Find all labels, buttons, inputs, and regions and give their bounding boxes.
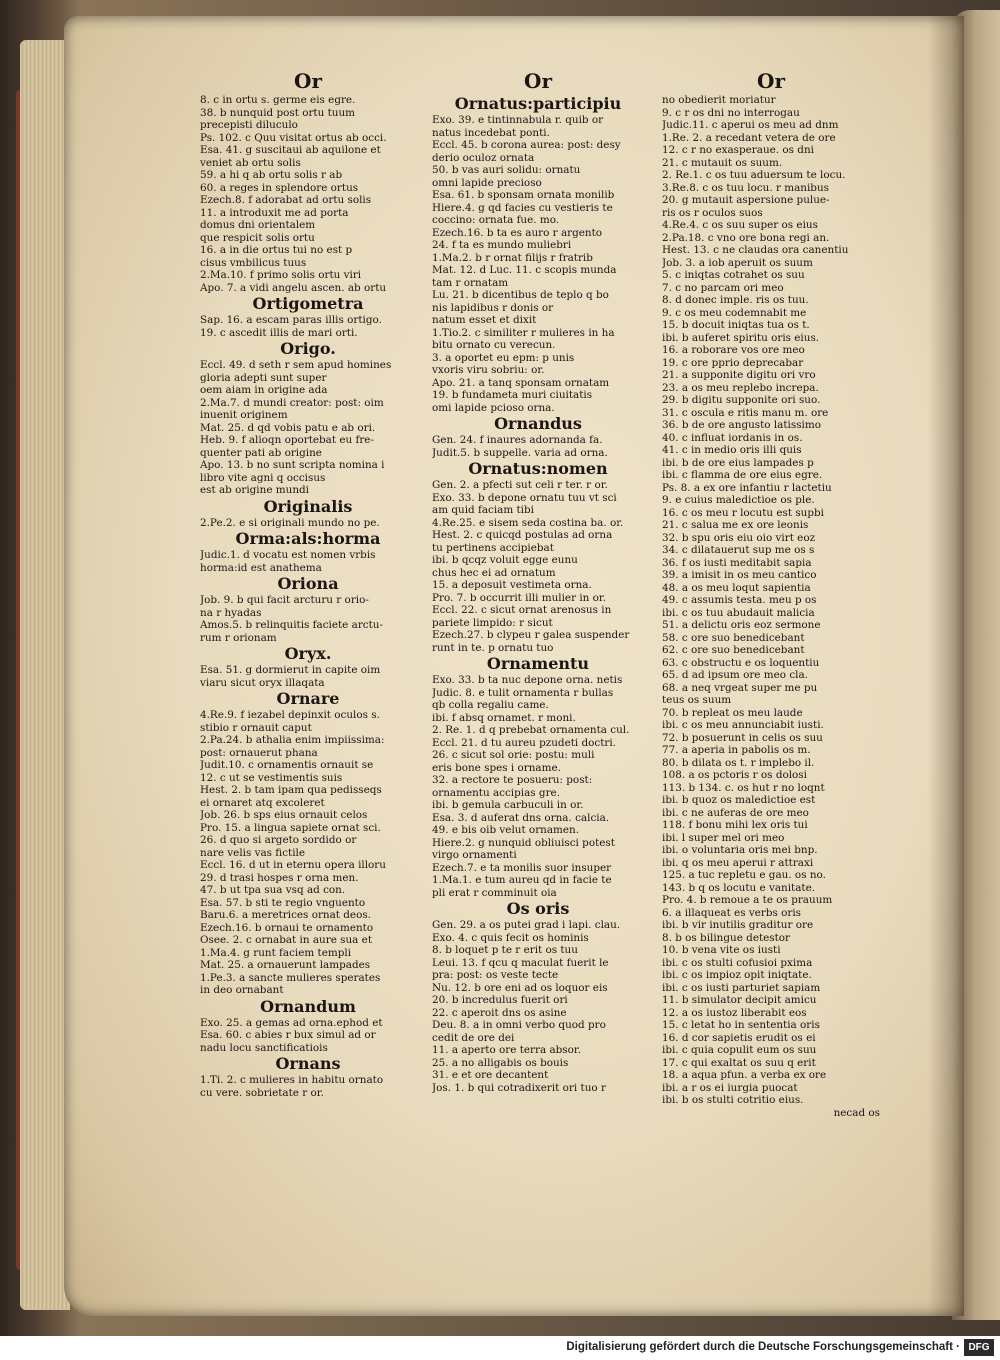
concordance-line: Pro. 7. b occurrit illi mulier in or. [432,591,607,604]
concordance-line: 16. a in die ortus tui no est p [200,244,353,256]
concordance-line: tam r ornatam [432,276,509,289]
concordance-line: domus dni orientalem [200,219,316,231]
concordance-line: 12. c r no exasperaue. os dni [662,144,814,156]
concordance-line: 34. c dilatauerut sup me os s [662,544,815,556]
concordance-line: 49. c assumis testa. meu p os [662,594,817,606]
concordance-line: Hiere.2. g nunquid obliuisci potest [432,836,615,849]
concordance-line: Exo. 25. a gemas ad orna.ephod et [200,1016,383,1029]
concordance-line: bitu ornato cu verecun. [432,339,556,351]
concordance-line: 4.Re.9. f iezabel depinxit oculos s. [200,709,380,721]
concordance-line: 2.Ma.7. d mundi creator: post: oim [200,396,384,409]
concordance-line: 19. c ore pprio deprecabar [662,356,804,369]
concordance-line: inuenit originem [200,409,288,421]
concordance-line: que respicit solis ortu [200,231,315,244]
concordance-line: ibi. b vir inutilis graditur ore [662,919,814,931]
concordance-line: virgo ornamenti [432,849,517,861]
concordance-line: ibi. c os stulti cofusioi pxima [662,956,813,969]
running-head: Or [524,69,552,93]
concordance-line: Judic.1. d vocatu est nomen vrbis [200,549,376,561]
concordance-line: ibi. l super mel ori meo [662,831,785,844]
concordance-line: ibi. b auferet spiritu oris eius. [662,331,820,344]
concordance-line: runt in te. p ornatu tuo [432,641,554,654]
concordance-line: Osee. 2. c ornabat in aure sua et [200,934,372,946]
concordance-line: horma:id est anathema [200,561,322,574]
concordance-line: 118. f bonu mihi lex oris tui [662,819,808,831]
concordance-line: 1.Tio.2. c similiter r mulieres in ha [432,326,615,339]
concordance-line: Exo. 39. e tintinnabula r. quib or [432,114,604,126]
concordance-line: Leui. 13. f qcu q maculat fuerit le [432,956,609,969]
concordance-line: 2.Pa.24. b athalia enim impiissima: [200,734,385,746]
concordance-line: Apo. 21. a tanq sponsam ornatam [432,376,610,389]
concordance-line: Baru.6. a meretrices ornat deos. [200,909,371,921]
concordance-line: Apo. 13. b no sunt scripta nomina i [200,459,385,471]
entry-heading: Orma:als:horma [235,529,381,548]
concordance-line: ibi. a r os ei iurgia puocat [662,1081,798,1094]
concordance-line: 2. Re. 1. d q prebebat ornamenta cul. [432,724,630,736]
concordance-line: Mat. 12. d Luc. 11. c scopis munda [432,264,617,276]
concordance-line: ibi. b gemula carbuculi in or. [432,799,584,811]
concordance-line: na r hyadas [200,606,262,619]
concordance-line: Esa. 3. d auferat dns orna. calcia. [432,811,610,824]
concordance-line: 19. b fundameta muri ciuitatis [432,389,593,401]
concordance-line: 113. b 134. c. os hut r no loqnt [662,781,825,794]
running-head: Or [294,69,322,93]
concordance-line: derio oculoz ornata [432,151,535,164]
concordance-line: Job. 9. b qui facit arcturu r orio- [200,594,369,606]
concordance-line: precepisti diluculo [200,119,298,131]
concordance-line: Ezech.7. e ta monilis suor insuper [432,861,612,874]
concordance-line: Esa. 61. b sponsam ornata monilib [432,189,615,201]
concordance-line: 31. e et ore decantent [432,1069,549,1081]
concordance-line: Job. 3. a iob aperuit os suum [662,256,813,269]
concordance-line: Sap. 16. a escam paras illis ortigo. [200,314,382,326]
concordance-line: 58. c ore suo benedicebant [662,631,805,644]
concordance-line: 5. c iniqtas cotrahet os suu [662,269,805,281]
entry-heading: Ornare [276,689,340,708]
concordance-line: Ps. 102. c Quu visitat ortus ab occi. [200,131,387,144]
concordance-line: ibi. c os tuu abudauit malicia [662,606,815,619]
concordance-line: vxoris viru sobriu: or. [432,364,545,376]
concordance-line: in deo ornabant [200,984,284,996]
concordance-line: ibi. f absq ornamet. r moni. [432,711,576,724]
concordance-line: 12. a os iustoz liberabit eos [662,1006,807,1019]
concordance-line: 108. a os pctoris r os dolosi [662,769,807,781]
concordance-line: 11. b simulator decipit amicu [662,994,817,1006]
concordance-line: Esa. 60. c abies r bux simul ad or [200,1029,376,1041]
concordance-line: Hest. 2. b tam ipam qua pedisseqs [200,784,382,796]
concordance-line: 32. b spu oris eiu oio virt eoz [662,531,816,544]
concordance-line: Mat. 25. a ornauerunt lampades [200,959,371,971]
concordance-line: 8. b os bilingue detestor [662,931,791,944]
concordance-line: ibi. b quoz os maledictioe est [662,794,816,806]
concordance-line: 3.Re.8. c os tuu locu. r manibus [662,181,829,194]
entry-heading: Ornatus:nomen [468,459,608,478]
concordance-line: 80. b dilata os t. r implebo il. [662,756,815,769]
concordance-line: 8. b loquet p te r erit os tuu [432,944,578,956]
concordance-line: ibi. b qcqz voluit egge eunu [432,554,578,566]
concordance-line: Mat. 25. d qd vobis patu e ab ori. [200,421,376,434]
concordance-line: 11. a aperto ore terra absor. [432,1044,582,1056]
concordance-line: est ab origine mundi [200,484,309,496]
concordance-line: Hest. 13. c ne claudas ora canentiu [662,244,849,256]
concordance-line: 49. e bis oib velut ornamen. [432,824,580,836]
concordance-line: Amos.5. b relinquitis faciete arctu- [200,619,383,631]
concordance-line: 36. b de ore angusto latissimo [662,419,821,431]
concordance-line: 26. c sicut sol orie: postu: muli [432,749,595,761]
concordance-line: 1.Re. 2. a recedant vetera de ore [662,131,836,144]
concordance-line: ibi. b os stulti cotritio eius. [662,1094,804,1106]
concordance-line: no obedierit moriatur [662,94,776,106]
concordance-line: 59. a hi q ab ortu solis r ab [200,169,343,181]
entry-heading: Ornandum [260,996,356,1016]
concordance-line: Gen. 2. a pfecti sut celi r ter. r or. [432,479,608,491]
concordance-line: 47. b ut tpa sua vsq ad con. [200,884,346,896]
concordance-line: cu vere. sobrietate r or. [200,1086,324,1099]
concordance-line: omi lapide pcioso orna. [432,401,555,414]
concordance-line: ibi. c ne auferas de ore meo [662,806,809,819]
concordance-line: 19. c ascedit illis de mari orti. [200,326,358,339]
concordance-line: 3. a oportet eu epm: p unis [432,351,575,364]
concordance-line: 4.Re.4. c os suu super os eius [662,219,818,231]
concordance-line: pli erat r comminuit oia [432,886,557,899]
concordance-line: 2.Pa.18. c vno ore bona regi an. [662,231,830,244]
catchword: necad os [833,1106,880,1119]
concordance-line: 32. a rectore te posueru: post: [432,774,593,786]
concordance-line: 38. b nunquid post ortu tuum [200,106,356,119]
concordance-line: omni lapide precioso [432,176,542,189]
running-head: Or [757,69,785,93]
concordance-line: 29. d trasi hospes r orna men. [200,871,359,884]
concordance-line: Eccl. 21. d tu aureu pzudeti doctri. [432,736,617,749]
concordance-line: cedit de ore dei [432,1031,515,1044]
column-1 [200,68,416,1099]
concordance-line: 60. a reges in splendore ortus [200,181,359,194]
concordance-line: 15. b docuit iniqtas tua os t. [662,319,810,331]
concordance-line: 16. c os meu r locutu est supbi [662,506,824,519]
entry-heading: Origo. [280,339,336,358]
concordance-line: 20. b incredulus fuerit ori [432,994,568,1006]
concordance-line: 1.Ma.2. b r ornat filijs r fratrib [432,251,593,264]
concordance-line: Esa. 57. b sti te regio vnguento [200,896,366,909]
concordance-line: am quid faciam tibi [432,504,534,516]
concordance-line: Eccl. 22. c sicut ornat arenosus in [432,604,612,616]
concordance-line: 2.Ma.10. f primo solis ortu viri [200,269,362,281]
concordance-line: oem aiam in origine ada [200,384,328,396]
concordance-line: 6. a illaqueat es verbs oris [662,906,801,919]
concordance-line: Nu. 12. b ore eni ad os loquor eis [432,981,608,994]
concordance-line: 9. c os meu codemnabit me [662,306,807,319]
entry-heading: Oryx. [284,644,332,663]
concordance-line: Jos. 1. b qui cotradixerit ori tuo r [432,1081,606,1094]
concordance-line: 77. a aperia in pabolis os m. [662,744,811,756]
concordance-line: ibi. c flamma de ore eius egre. [662,469,823,481]
concordance-line: Esa. 51. g dormierut in capite oim [200,664,381,676]
concordance-line: 1.Pe.3. a sancte mulieres sperates [200,971,381,984]
concordance-line: Ezech.27. b clypeu r galea suspender [432,629,630,641]
concordance-line: Exo. 33. b depone ornatu tuu vt sci [432,491,617,504]
concordance-line: 11. a introduxit me ad porta [200,206,349,219]
concordance-line: Gen. 29. a os putei grad i lapi. clau. [432,919,621,931]
concordance-line: 68. a neq vrgeat super me pu [662,681,818,694]
concordance-line: Esa. 41. g suscitaui ab aquilone et [200,144,381,156]
concordance-line: 2.Pe.2. e si originali mundo no pe. [200,516,380,529]
concordance-line: 21. c salua me ex ore leonis [662,519,809,531]
entry-heading: Ornamentu [486,654,590,673]
concordance-line: 70. b repleat os meu laude [662,706,803,719]
concordance-line: chus hec ei ad ornatum [432,566,556,579]
concordance-line: 48. a os meu loqut sapientia [662,581,811,594]
concordance-line: 31. c oscula e ritis manu m. ore [662,406,829,419]
concordance-line: libro vite agni q occisus [200,471,326,484]
concordance-line: Exo. 4. c quis fecit os hominis [432,931,589,944]
concordance-line: veniet ab ortu solis [200,156,301,169]
entry-heading: Ornans [275,1054,341,1073]
concordance-line: 15. c letat ho in sententia oris [662,1019,820,1031]
concordance-line: Eccl. 16. d ut in eternu opera illoru [200,859,386,871]
concordance-line: ibi. o voluntaria oris mei bnp. [662,844,818,856]
concordance-line: Judic. 8. e tulit ornamenta r bullas [432,686,614,699]
concordance-line: post: ornauerut phana [200,746,318,759]
concordance-line: 2. Re.1. c os tuu aduersum te locu. [662,169,846,181]
concordance-line: 18. a aqua pfun. a verba ex ore [662,1069,827,1081]
dfg-logo: DFG [964,1339,994,1356]
concordance-line: 15. a deposuit vestimeta orna. [432,579,592,591]
concordance-line: 63. c obstructu e os loquentiu [662,656,820,669]
concordance-line: Judic.11. c aperui os meu ad dnm [662,119,839,131]
concordance-line: eris bone spes i orname. [432,761,561,774]
concordance-line: 23. a os meu replebo increpa. [662,381,819,394]
concordance-line: 72. b posuerunt in celis os suu [662,731,823,744]
footer-bar [0,1336,1000,1360]
concordance-line: pariete limpido: r sicut [432,616,553,629]
concordance-line: ibi. q os meu aperui r attraxi [662,856,814,869]
gutter-shadow [928,16,964,1316]
concordance-line: nare velis vas fictile [200,846,306,859]
concordance-line: 143. b q os locutu e vanitate. [662,881,816,894]
concordance-line: pra: post: os veste tecte [432,969,559,981]
concordance-line: 1.Ma.4. g runt faciem templi [200,946,352,959]
concordance-line: nadu locu sanctificatiois [200,1041,328,1054]
concordance-line: 25. a no alligabis os bouis [432,1056,569,1069]
concordance-line: natum esset et dixit [432,314,537,326]
concordance-line: 10. b vena vite os iusti [662,944,781,956]
entry-heading: Ornatus:participiu [454,94,622,113]
concordance-line: 125. a tuc repletu e gau. os no. [662,869,826,881]
concordance-line: tu pertinens accipiebat [432,541,554,554]
concordance-line: 17. c qui exaltat os suu q erit [662,1056,816,1069]
concordance-line: quenter pati ab origine [200,446,322,459]
concordance-line: Gen. 24. f inaures adornanda fa. [432,434,603,446]
concordance-line: Hiere.4. g qd facies cu vestieris te [432,201,613,214]
concordance-line: 7. c no parcam ori meo [662,281,784,294]
concordance-line: 8. c in ortu s. germe eis egre. [200,94,356,106]
concordance-line: Ezech.16. b ornaui te ornamento [200,921,374,934]
concordance-line: Deu. 8. a in omni verbo quod pro [432,1019,606,1031]
funding-notice: Digitalisierung gefördert durch die Deutsche Forschungsgemeinschaft · [566,1341,960,1353]
concordance-line: 39. a imisit in os meu cantico [662,569,817,581]
concordance-line: 16. a roborare vos ore meo [662,344,805,356]
concordance-line: qb colla regaliu came. [432,699,549,711]
concordance-line: 26. d quo si argeto sordido or [200,834,357,846]
concordance-line: Exo. 33. b ta nuc depone orna. netis [432,674,623,686]
concordance-line: ibi. b de ore eius lampades p [662,456,814,469]
concordance-line: 16. d cor sapietis erudit os ei [662,1031,816,1044]
column-2 [432,68,644,1094]
concordance-line: 9. c r os dni no interrogau [662,106,800,119]
concordance-line: 22. c aperoit dns os asine [432,1006,567,1019]
concordance-line: coccino: ornata fue. mo. [432,214,560,226]
concordance-line: nis lapidibus r donis or [432,301,554,314]
concordance-line: 50. b vas auri solidu: ornatu [432,164,581,176]
concordance-line: Ezech.16. b ta es auro r argento [432,226,603,239]
entry-heading: Ortigometra [252,294,364,313]
page-edges [20,40,70,1310]
concordance-line: Lu. 21. b dicentibus de teplo q bo [432,289,609,301]
concordance-line: 65. d ad ipsum ore meo cla. [662,669,808,681]
entry-heading: Ornandus [494,414,582,433]
concordance-line: 20. g mutauit aspersione pulue- [662,194,830,206]
column-3 [662,68,880,1119]
concordance-line: Pro. 15. a lingua sapiete ornat sci. [200,821,381,834]
concordance-line: ornamentu accipias gre. [432,786,561,799]
concordance-line: ris os r oculos suos [662,206,763,219]
concordance-line: 40. c influat iordanis in os. [662,431,803,444]
concordance-line: 8. d donec imple. ris os tuu. [662,294,809,306]
concordance-line: Judit.5. b suppelle. varia ad orna. [432,446,608,459]
concordance-line: Heb. 9. f alioqn oportebat eu fre- [200,434,374,446]
concordance-line: 4.Re.25. e sisem seda costina ba. or. [432,516,624,529]
concordance-line: 41. c in medio oris illi quis [662,444,802,456]
concordance-line: 9. e cuius maledictioe os ple. [662,494,815,506]
concordance-line: ibi. c os meu annunciabit iusti. [662,719,824,731]
entry-heading: Os oris [506,899,570,918]
concordance-line: 36. f os iusti meditabit sapia [662,556,812,569]
concordance-line: Ps. 8. a ex ore infantiu r lactetiu [662,481,832,494]
concordance-line: 62. c ore suo benedicebant [662,644,805,656]
concordance-line: ibi. c os iusti parturiet sapiam [662,981,821,994]
concordance-line: Eccl. 49. d seth r sem apud homines [200,359,392,371]
concordance-line: Hest. 2. c quicqd postulas ad orna [432,529,613,541]
concordance-line: cisus vmbilicus tuus [200,256,307,269]
concordance-line: Job. 26. b sps eius ornauit celos [200,809,368,821]
concordance-line: natus incedebat ponti. [432,126,550,139]
concordance-line: stibio r ornauit caput [200,721,312,734]
concordance-line: ibi. c quia copulit eum os suu [662,1044,817,1056]
concordance-line: 24. f ta es mundo muliebri [432,239,572,251]
concordance-line: Eccl. 45. b corona aurea: post: desy [432,139,621,151]
concordance-line: 29. b digitu supponite ori suo. [662,394,821,406]
concordance-line: rum r orionam [200,631,277,644]
entry-heading: Oriona [277,574,339,593]
concordance-line: 1.Ma.1. e tum aureu qd in facie te [432,874,612,886]
concordance-line: gloria adepti sunt super [200,371,327,384]
concordance-line: 51. a delictu oris eoz sermone [662,619,821,631]
concordance-line: ibi. c os impioz opit iniqtate. [662,969,812,981]
concordance-line: Apo. 7. a vidi angelu ascen. ab ortu [200,281,387,294]
concordance-line: Judit.10. c ornamentis ornauit se [200,759,374,771]
concordance-line: 1.Ti. 2. c mulieres in habitu ornato [200,1074,384,1086]
concordance-line: 12. c ut se vestimentis suis [200,771,343,784]
concordance-line: teus os suum [662,694,732,706]
concordance-line: Ezech.8. f adorabat ad ortu solis [200,194,372,206]
concordance-line: viaru sicut oryx illaqata [200,676,325,689]
concordance-line: ei ornaret atq excoleret [200,796,325,809]
concordance-line: 21. a supponite digitu ori vro [662,369,816,381]
concordance-line: 21. c mutauit os suum. [662,156,783,169]
entry-heading: Originalis [263,496,353,516]
concordance-line: Pro. 4. b remoue a te os prauum [662,894,833,906]
